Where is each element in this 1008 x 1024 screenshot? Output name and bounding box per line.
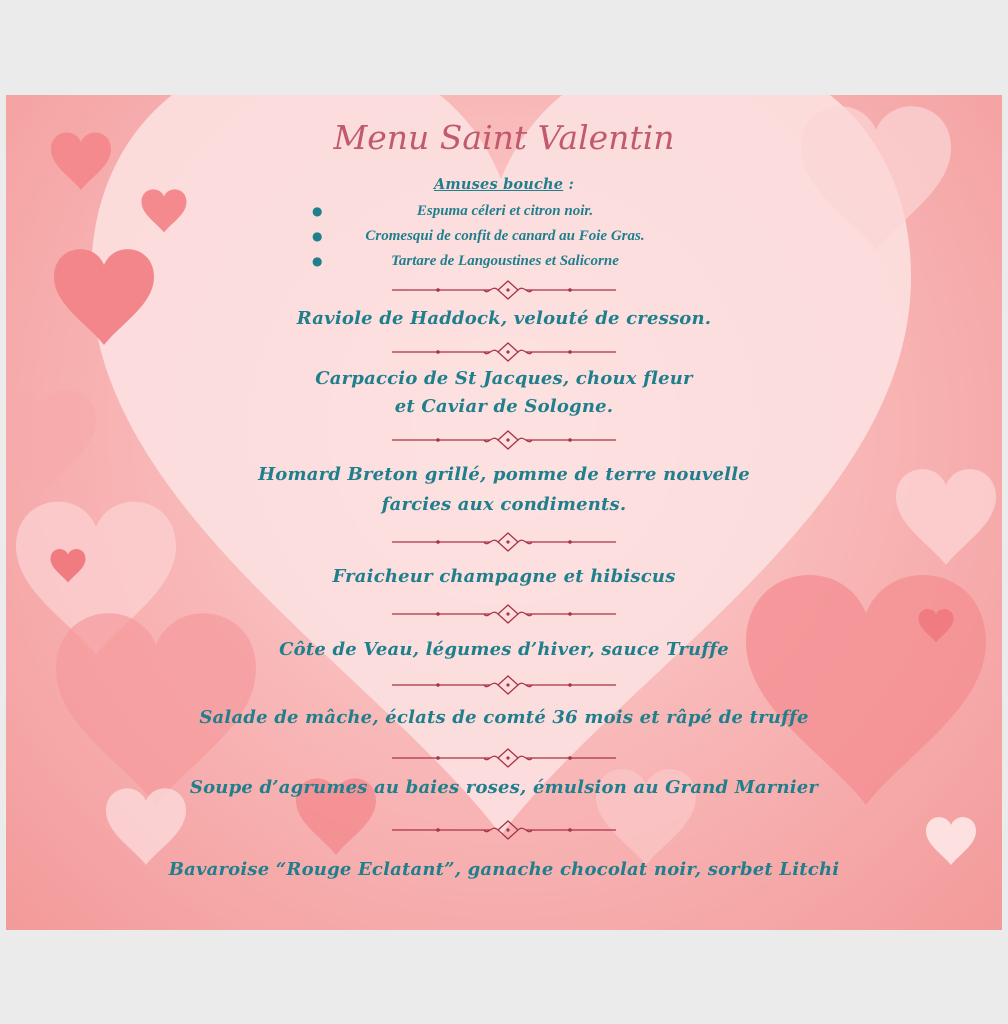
course-2-line-2: et Caviar de Sologne. bbox=[394, 396, 614, 417]
ornament-divider bbox=[0, 430, 1008, 450]
amuse-item: Tartare de Langoustines et Salicorne bbox=[391, 253, 619, 269]
course-6: Salade de mâche, éclats de comté 36 mois et râpé de truffe bbox=[199, 707, 809, 728]
bullet-icon: ● bbox=[312, 254, 323, 268]
course-1: Raviole de Haddock, velouté de cresson. bbox=[296, 308, 712, 329]
course-8: Bavaroise “Rouge Eclatant”, ganache chocolat noir, sorbet Litchi bbox=[168, 859, 840, 880]
ornament-icon bbox=[0, 532, 1008, 552]
ornament-divider bbox=[0, 604, 1008, 624]
ornament-icon bbox=[0, 675, 1008, 695]
ornament-icon bbox=[0, 280, 1008, 300]
amuses-heading bbox=[0, 176, 1008, 193]
amuse-item: Cromesqui de confit de canard au Foie Gras. bbox=[365, 228, 645, 244]
menu-title: Menu Saint Valentin bbox=[333, 118, 675, 157]
amuse-item: Espuma céleri et citron noir. bbox=[416, 203, 594, 219]
ornament-icon bbox=[0, 604, 1008, 624]
bullet-icon: ● bbox=[312, 229, 323, 243]
ornament-divider bbox=[0, 748, 1008, 768]
course-4: Fraicheur champagne et hibiscus bbox=[332, 566, 676, 587]
ornament-icon bbox=[0, 748, 1008, 768]
ornament-divider bbox=[0, 280, 1008, 300]
course-3-line-2: farcies aux condiments. bbox=[381, 494, 627, 515]
course-5: Côte de Veau, légumes d’hiver, sauce Truffe bbox=[279, 639, 729, 660]
course-7: Soupe d’agrumes au baies roses, émulsion au Grand Marnier bbox=[189, 777, 819, 798]
ornament-divider bbox=[0, 820, 1008, 840]
course-2-line-1: Carpaccio de St Jacques, choux fleur bbox=[315, 368, 693, 389]
ornament-icon bbox=[0, 820, 1008, 840]
ornament-divider bbox=[0, 342, 1008, 362]
course-3-line-1: Homard Breton grillé, pomme de terre nouvelle bbox=[258, 464, 750, 485]
ornament-icon bbox=[0, 430, 1008, 450]
bullet-icon: ● bbox=[312, 204, 323, 218]
ornament-divider bbox=[0, 675, 1008, 695]
amuses-colon: : bbox=[563, 176, 575, 193]
ornament-icon bbox=[0, 342, 1008, 362]
ornament-divider bbox=[0, 532, 1008, 552]
amuses-heading-text: Amuses bouche bbox=[433, 176, 564, 193]
